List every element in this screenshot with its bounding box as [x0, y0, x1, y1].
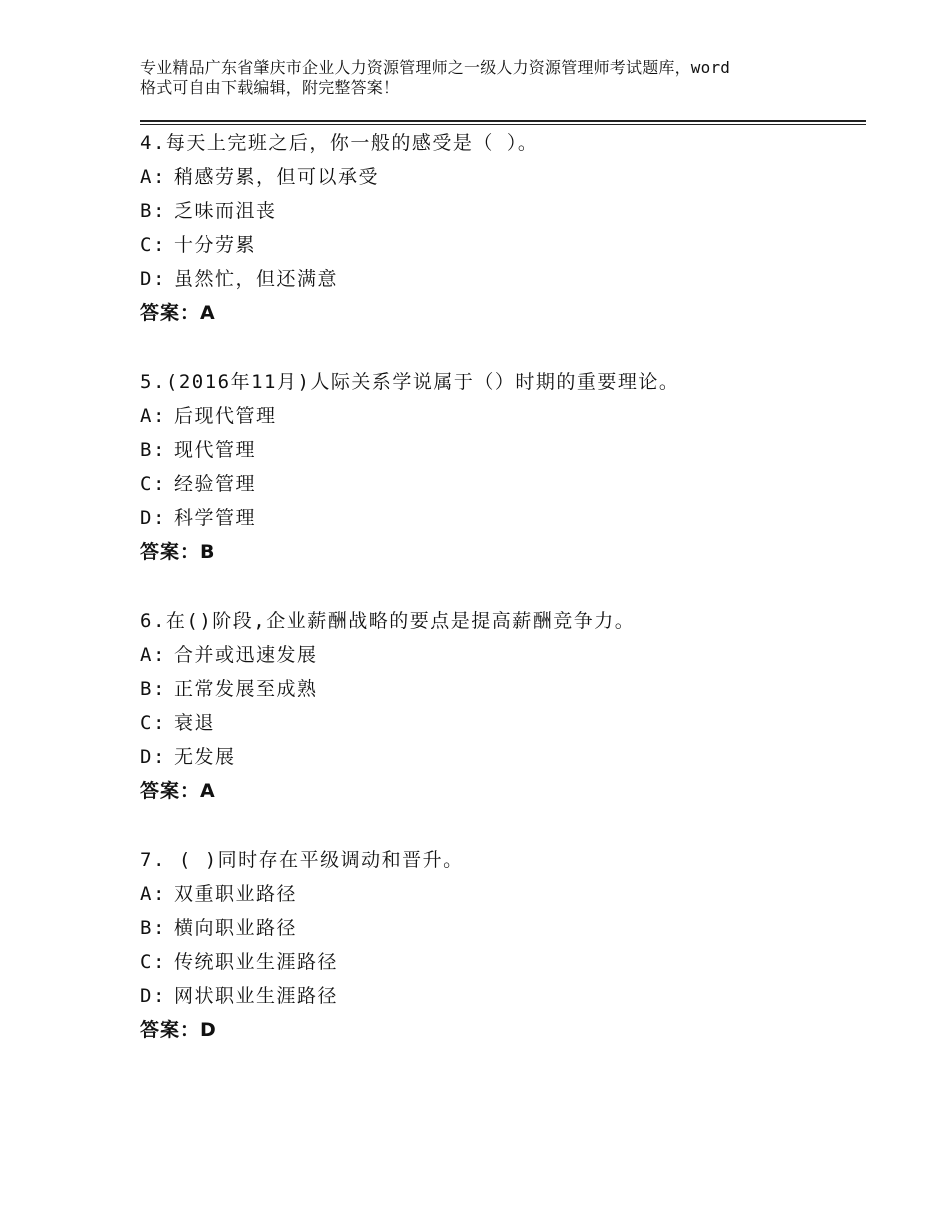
option-text: 无发展	[174, 746, 236, 768]
option-text: 传统职业生涯路径	[174, 951, 339, 973]
header-divider-thin	[140, 124, 866, 125]
question-6	[140, 604, 860, 808]
option-a	[140, 399, 860, 433]
option-letter: C:	[140, 951, 166, 973]
option-text: 后现代管理	[174, 405, 277, 427]
answer-label: 答案：B	[140, 541, 216, 563]
option-letter: D:	[140, 268, 166, 290]
option-text: 十分劳累	[174, 234, 257, 256]
header-line-2: 格式可自由下载编辑，附完整答案！	[140, 78, 400, 97]
option-text: 合并或迅速发展	[174, 644, 318, 666]
option-letter: C:	[140, 473, 166, 495]
option-letter: C:	[140, 234, 166, 256]
option-letter: D:	[140, 746, 166, 768]
header-line-1: 专业精品广东省肇庆市企业人力资源管理师之一级人力资源管理师考试题库，word	[140, 58, 731, 77]
option-text: 网状职业生涯路径	[174, 985, 339, 1007]
header-divider-thick	[140, 120, 866, 122]
option-text: 正常发展至成熟	[174, 678, 318, 700]
option-d	[140, 501, 860, 535]
option-text: 科学管理	[174, 507, 257, 529]
option-letter: A:	[140, 166, 166, 188]
option-b	[140, 194, 860, 228]
option-a	[140, 638, 860, 672]
option-letter: B:	[140, 200, 166, 222]
option-text: 现代管理	[174, 439, 257, 461]
question-stem: 4.每天上完班之后，你一般的感受是（ ）。	[140, 132, 539, 154]
option-letter: D:	[140, 985, 166, 1007]
option-letter: D:	[140, 507, 166, 529]
option-text: 衰退	[174, 712, 216, 734]
option-c	[140, 706, 860, 740]
question-4	[140, 126, 860, 330]
answer-label: 答案：A	[140, 780, 216, 802]
option-b	[140, 433, 860, 467]
option-letter: A:	[140, 405, 166, 427]
option-letter: C:	[140, 712, 166, 734]
option-letter: A:	[140, 883, 166, 905]
question-5	[140, 365, 860, 569]
question-7	[140, 843, 860, 1047]
option-d	[140, 740, 860, 774]
option-c	[140, 228, 860, 262]
question-stem: 7. ( )同时存在平级调动和晋升。	[140, 849, 464, 871]
option-letter: A:	[140, 644, 166, 666]
document-header	[140, 58, 840, 98]
option-b	[140, 672, 860, 706]
option-text: 横向职业路径	[174, 917, 298, 939]
question-stem: 6.在()阶段,企业薪酬战略的要点是提高薪酬竞争力。	[140, 610, 636, 632]
option-d	[140, 262, 860, 296]
option-text: 双重职业路径	[174, 883, 298, 905]
answer-label: 答案：A	[140, 302, 216, 324]
option-c	[140, 945, 860, 979]
question-stem: 5.(2016年11月)人际关系学说属于（）时期的重要理论。	[140, 371, 680, 393]
option-c	[140, 467, 860, 501]
option-letter: B:	[140, 678, 166, 700]
option-a	[140, 160, 860, 194]
option-text: 稍感劳累，但可以承受	[174, 166, 380, 188]
option-text: 经验管理	[174, 473, 257, 495]
option-letter: B:	[140, 917, 166, 939]
answer-label: 答案：D	[140, 1019, 217, 1041]
option-a	[140, 877, 860, 911]
option-b	[140, 911, 860, 945]
option-letter: B:	[140, 439, 166, 461]
option-text: 虽然忙，但还满意	[174, 268, 339, 290]
option-text: 乏味而沮丧	[174, 200, 277, 222]
option-d	[140, 979, 860, 1013]
